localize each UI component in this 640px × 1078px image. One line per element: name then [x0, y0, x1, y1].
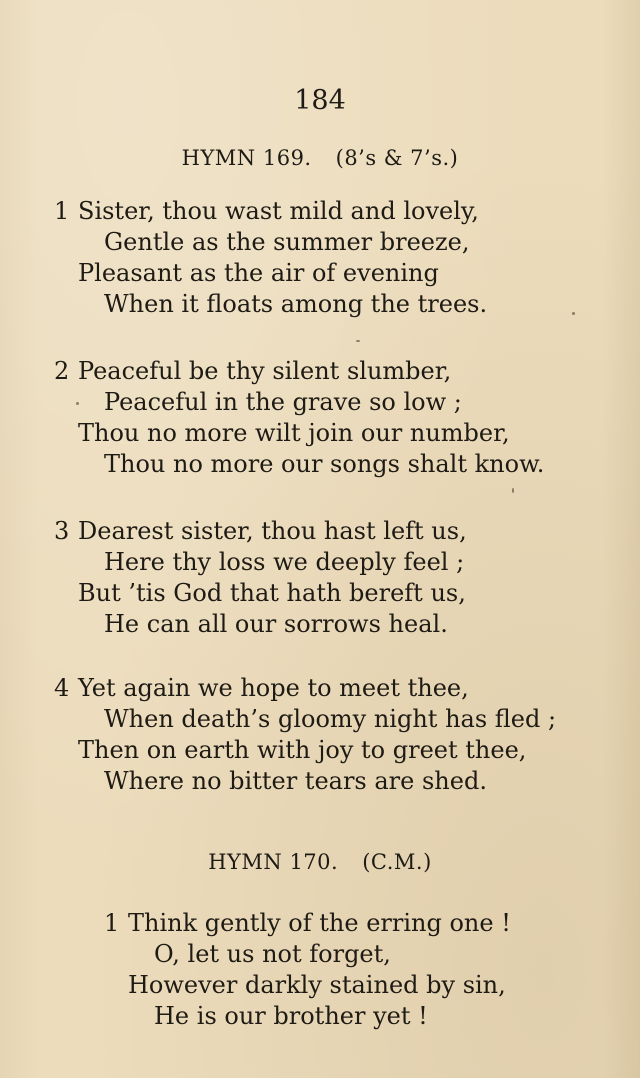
verse-line: Thou no more wilt join our number, [78, 419, 510, 447]
verse-line [54, 356, 451, 386]
verse-line: O, let us not forget, [154, 940, 391, 968]
verse-line: Peaceful in the grave so low ; [104, 388, 462, 416]
verse-number: 2 [54, 357, 70, 385]
verse-line: But ’tis God that hath bereft us, [78, 579, 466, 607]
verse-text: Yet again we hope to meet thee, [78, 674, 469, 702]
verse-text: Peaceful be thy silent slumber, [78, 357, 452, 385]
verse-line: Gentle as the summer breeze, [104, 228, 470, 256]
verse-number: 1 [104, 909, 120, 937]
verse-line [104, 908, 511, 938]
paper-speck [512, 488, 514, 493]
paper-speck [356, 340, 360, 342]
verse-text: Dearest sister, thou hast left us, [78, 517, 467, 545]
verse-line: He is our brother yet ! [154, 1002, 428, 1030]
verse-number: 3 [54, 517, 70, 545]
verse-number: 1 [54, 197, 70, 225]
verse-line: However darkly stained by sin, [128, 971, 506, 999]
hymn-170-title [0, 848, 640, 876]
verse-line: Then on earth with joy to greet thee, [78, 736, 527, 764]
page-number: 184 [294, 85, 346, 116]
verse-line: Here thy loss we deeply feel ; [104, 548, 465, 576]
paper-speck [572, 312, 575, 315]
verse-line: Thou no more our songs shalt know. [104, 450, 545, 478]
paper-speck [76, 402, 79, 405]
verse-line [54, 673, 469, 703]
verse-line: He can all our sorrows heal. [104, 610, 448, 638]
verse-text: Think gently of the erring one ! [128, 909, 511, 937]
verse-line: When death’s gloomy night has fled ; [104, 705, 557, 733]
hymn-number: HYMN 169. [181, 146, 312, 170]
hymn-number: HYMN 170. [208, 850, 339, 874]
verse-line: When it floats among the trees. [104, 290, 488, 318]
hymn-meter: (C.M.) [362, 850, 432, 874]
verse-text: Sister, thou wast mild and lovely, [78, 197, 479, 225]
hymn-meter: (8’s & 7’s.) [335, 146, 459, 170]
verse-line: Where no bitter tears are shed. [104, 767, 487, 795]
verse-line: Pleasant as the air of evening [78, 259, 439, 287]
verse-line [54, 516, 467, 546]
verse-number: 4 [54, 674, 70, 702]
verse-line [54, 196, 479, 226]
hymn-169-title [0, 144, 640, 172]
